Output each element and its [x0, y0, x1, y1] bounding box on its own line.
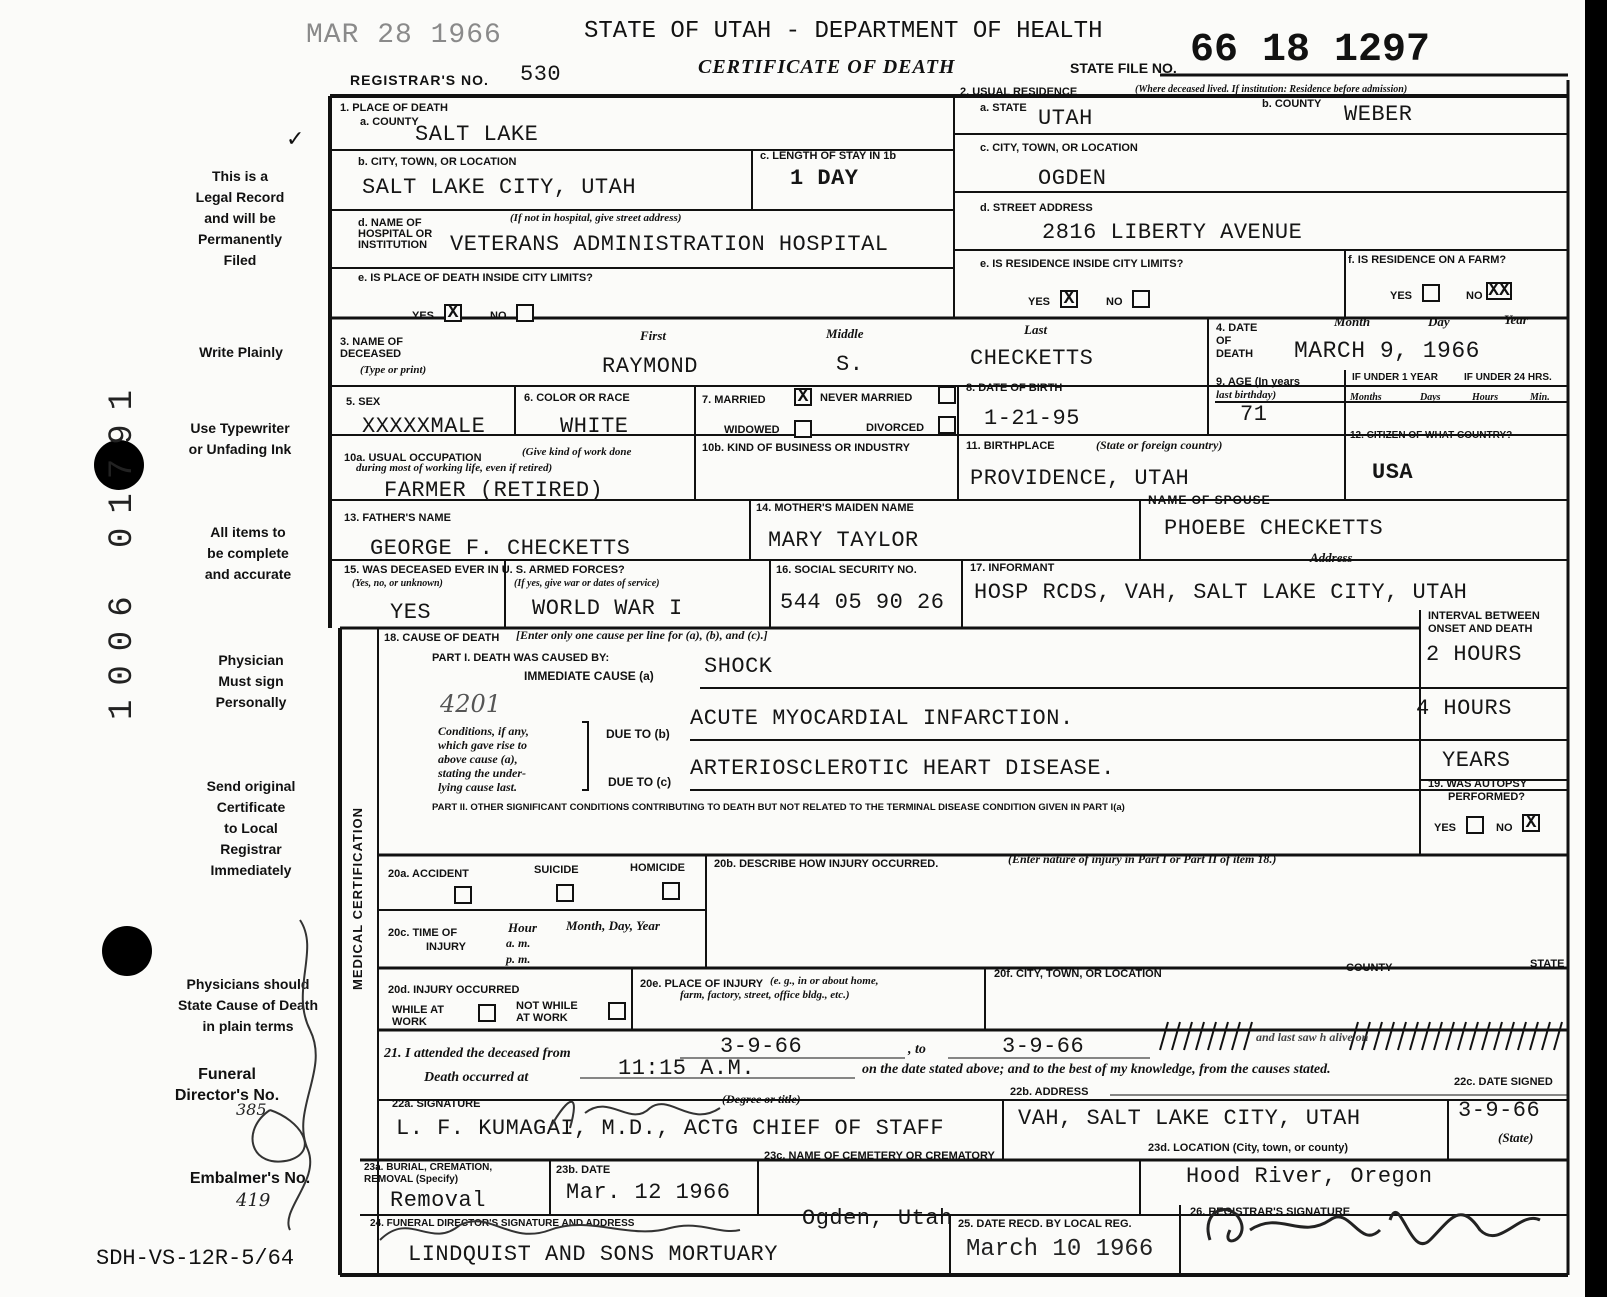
physician-address-label: 22b. ADDRESS — [1010, 1086, 1089, 1098]
burial-date: Mar. 12 1966 — [566, 1180, 731, 1205]
hour-label: Hour — [508, 920, 537, 935]
part1-label: PART I. DEATH WAS CAUSED BY: — [432, 652, 610, 664]
res-street: 2816 LIBERTY AVENUE — [1042, 220, 1303, 245]
farm-no-box[interactable]: XX — [1486, 282, 1512, 300]
state-file-label: STATE FILE NO. — [1070, 60, 1177, 76]
attended-to: 3-9-66 — [1002, 1034, 1085, 1059]
occupation-value: FARMER (RETIRED) — [384, 478, 604, 503]
burial-location: Hood River, Oregon — [1186, 1164, 1433, 1189]
vertical-number: 1006 01791 — [104, 375, 142, 720]
attended-label: 21. I attended the deceased from — [384, 1046, 571, 1061]
middle-initial: S. — [836, 352, 864, 377]
married-box[interactable]: X — [794, 388, 812, 406]
am-label: a. m. — [506, 936, 531, 950]
residence-label: 2. USUAL RESIDENCE — [960, 86, 1078, 98]
length-of-stay: 1 DAY — [790, 166, 859, 191]
res-city-label: c. CITY, TOWN, OR LOCATION — [980, 142, 1138, 154]
homicide-label: HOMICIDE — [630, 862, 685, 874]
farm-label: f. IS RESIDENCE ON A FARM? — [1348, 254, 1507, 266]
inside-yes-box[interactable]: X — [444, 304, 462, 322]
deceased-name-label: 3. NAME OF DECEASED — [340, 336, 403, 360]
never-married-label: NEVER MARRIED — [820, 392, 913, 404]
time-injury-label: 20c. TIME OF INJURY — [388, 927, 466, 953]
date-signed-label: 22c. DATE SIGNED — [1454, 1076, 1553, 1088]
sidebar-write: Write Plainly — [199, 344, 283, 360]
res-street-label: d. STREET ADDRESS — [980, 202, 1093, 214]
armed-note-1: (Yes, no, or unknown) — [352, 578, 443, 589]
cause-label: 18. CAUSE OF DEATH — [384, 632, 500, 644]
last-saw-label: and last saw h alive on — [1256, 1030, 1369, 1044]
inside-city-label: e. IS PLACE OF DEATH INSIDE CITY LIMITS? — [358, 272, 593, 284]
interval-label: INTERVAL BETWEEN ONSET AND DEATH — [1428, 610, 1540, 635]
sidebar-send: Send original Certificate to Local Registrar Immediately — [206, 778, 296, 878]
injury-county-label: COUNTY — [1346, 962, 1393, 974]
never-married-box[interactable] — [938, 386, 956, 404]
injury-city-label: 20f. CITY, TOWN, OR LOCATION — [994, 968, 1162, 980]
residence-note: (Where deceased lived. If institution: Residence before admission) — [1135, 84, 1408, 95]
county-label: a. COUNTY — [360, 116, 419, 128]
farm-no-label: NO — [1466, 290, 1483, 302]
hospital-label: d. NAME OF HOSPITAL OR INSTITUTION — [358, 217, 433, 251]
occupation-label: 10a. USUAL OCCUPATION — [344, 452, 482, 464]
widowed-label: WIDOWED — [724, 424, 780, 436]
registrar-sig-label: 26. REGISTRAR'S SIGNATURE — [1190, 1206, 1351, 1218]
date-of-death-label: 4. DATE OF DEATH — [1216, 322, 1258, 360]
father-label: 13. FATHER'S NAME — [344, 512, 451, 524]
due-b-label: DUE TO (b) — [606, 727, 670, 741]
birthplace-note: (State or foreign country) — [1096, 438, 1223, 452]
while-work-box[interactable] — [478, 1004, 496, 1022]
city-label: b. CITY, TOWN, OR LOCATION — [358, 156, 517, 168]
res-state: UTAH — [1038, 106, 1093, 131]
form-number: SDH-VS-12R-5/64 — [96, 1246, 295, 1271]
describe-label: 20b. DESCRIBE HOW INJURY OCCURRED. — [714, 858, 939, 870]
farm-yes-label: YES — [1390, 290, 1413, 302]
location-state-label: (State) — [1498, 1130, 1534, 1145]
married-label: 7. MARRIED — [702, 394, 766, 406]
res-yes-label: YES — [1028, 296, 1051, 308]
cause-note: [Enter only one cause per line for (a), (b), and (c).] — [516, 628, 768, 642]
mdy-label: Month, Day, Year — [566, 918, 660, 933]
occupation-note-2: during most of working life, even if retired) — [356, 462, 553, 474]
sidebar-legal: This is a Legal Record and will be Permanently Filed — [195, 168, 285, 268]
recd-label: 25. DATE RECD. BY LOCAL REG. — [958, 1218, 1132, 1230]
occurred-tail: on the date stated above; and to the best of my knowledge, from the causes stated. — [862, 1062, 1331, 1077]
res-inside-no-box[interactable] — [1132, 290, 1150, 308]
degree-label: (Degree or title) — [722, 1092, 801, 1106]
state-file-no: 66 18 1297 — [1190, 28, 1431, 73]
director-label: 24. FUNERAL DIRECTOR'S SIGNATURE AND ADDRESS — [370, 1218, 635, 1229]
spouse-label: NAME OF SPOUSE — [1148, 493, 1271, 507]
day-label: Day — [1428, 314, 1450, 329]
under-year-label: IF UNDER 1 YEAR — [1352, 372, 1438, 383]
accident-label: 20a. ACCIDENT — [388, 868, 469, 880]
accident-box[interactable] — [454, 886, 472, 904]
age-value: 71 — [1240, 402, 1268, 427]
location-label: 23d. LOCATION (City, town, or county) — [1148, 1142, 1349, 1154]
spouse-name: PHOEBE CHECKETTS — [1164, 516, 1384, 541]
informant-label: 17. INFORMANT — [970, 562, 1055, 574]
divorced-label: DIVORCED — [866, 422, 925, 434]
first-name: RAYMOND — [602, 354, 698, 379]
res-city: OGDEN — [1038, 166, 1107, 191]
middle-label: Middle — [826, 326, 864, 341]
burial-value: Removal — [390, 1188, 486, 1213]
certificate-title: CERTIFICATE OF DEATH — [698, 56, 956, 78]
received-stamp: MAR 28 1966 — [306, 20, 502, 51]
interval-b: 4 HOURS — [1416, 696, 1512, 721]
min-label: Min. — [1530, 392, 1550, 403]
mother-label: 14. MOTHER'S MAIDEN NAME — [756, 502, 914, 514]
date-of-death: MARCH 9, 1966 — [1294, 338, 1480, 364]
autopsy-yes-box[interactable] — [1466, 816, 1484, 834]
sidebar-funeral: Funeral Director's No. — [174, 1066, 280, 1104]
hospital-name: VETERANS ADMINISTRATION HOSPITAL — [450, 232, 889, 257]
cause-code: 4201 — [440, 690, 502, 718]
res-state-label: a. STATE — [980, 102, 1027, 114]
birthplace-value: PROVIDENCE, UTAH — [970, 466, 1190, 491]
suicide-label: SUICIDE — [534, 864, 579, 876]
signature-label: 22a. SIGNATURE — [392, 1098, 481, 1110]
cause-b: ACUTE MYOCARDIAL INFARCTION. — [690, 706, 1074, 731]
autopsy-yes-label: YES — [1434, 822, 1457, 834]
days-label: Days — [1420, 392, 1441, 403]
physician-signature: L. F. KUMAGAI, M.D., ACTG CHIEF OF STAFF — [396, 1116, 945, 1141]
occurred-at-label: Death occurred at — [424, 1070, 529, 1085]
punch-hole-bottom — [102, 926, 152, 976]
interval-a: 2 HOURS — [1426, 642, 1522, 667]
age-label: 9. AGE (In years last birthday) — [1216, 376, 1300, 401]
interval-c: YEARS — [1442, 748, 1511, 773]
burial-date-label: 23b. DATE — [556, 1164, 611, 1176]
immediate-label: IMMEDIATE CAUSE (a) — [524, 669, 654, 683]
first-label: First — [640, 328, 667, 343]
res-county: WEBER — [1344, 102, 1413, 127]
cause-c: ARTERIOSCLEROTIC HEART DISEASE. — [690, 756, 1115, 781]
director-handwritten-signature — [370, 1210, 750, 1250]
hospital-note: (If not in hospital, give street address) — [510, 212, 682, 224]
funeral-no: 385 — [236, 1100, 267, 1119]
registrar-label: REGISTRAR'S NO. — [350, 72, 489, 88]
res-inside-yes-box[interactable]: X — [1060, 290, 1078, 308]
ssn-value: 544 05 90 26 — [780, 590, 945, 615]
registrar-no: 530 — [520, 62, 562, 87]
war-value: WORLD WAR I — [532, 596, 683, 621]
armed-note-2: (If yes, give war or dates of service) — [514, 578, 660, 589]
farm-yes-box[interactable] — [1422, 284, 1440, 302]
res-inside-label: e. IS RESIDENCE INSIDE CITY LIMITS? — [980, 258, 1184, 270]
check-mark: ✓ — [286, 126, 305, 151]
sidebar-items: All items to be complete and accurate — [204, 524, 292, 582]
left-scribble-signature — [230, 910, 350, 1240]
dob-label: 8. DATE OF BIRTH — [966, 382, 1063, 394]
embalmer-no: 419 — [236, 1190, 271, 1211]
injury-state-label: STATE — [1530, 958, 1565, 970]
last-name: CHECKETTS — [970, 346, 1094, 371]
death-city: SALT LAKE CITY, UTAH — [362, 175, 637, 200]
place-injury-note: (e. g., in or about home, farm, factory, street, office bldg., etc.) — [680, 975, 879, 1001]
widowed-box[interactable] — [794, 420, 812, 438]
medical-cert-label: MEDICAL CERTIFICATION — [350, 806, 365, 990]
mother-name: MARY TAYLOR — [768, 528, 919, 553]
not-while-label: NOT WHILE AT WORK — [516, 1000, 578, 1024]
describe-note: (Enter nature of injury in Part I or Part II of item 18.) — [1008, 852, 1277, 866]
month-label: Month — [1334, 314, 1371, 329]
citizen-label: 12. CITIZEN OF WHAT COUNTRY? — [1350, 430, 1513, 441]
death-time: 11:15 A.M. — [618, 1056, 756, 1081]
months-label: Months — [1350, 392, 1382, 403]
while-work-label: WHILE AT WORK — [392, 1004, 444, 1028]
homicide-box[interactable] — [662, 882, 680, 900]
yes-label: YES — [412, 310, 435, 322]
due-c-label: DUE TO (c) — [608, 775, 672, 789]
armed-value: YES — [390, 600, 432, 625]
hours-label: Hours — [1472, 392, 1499, 403]
last-label: Last — [1024, 322, 1048, 337]
race-label: 6. COLOR OR RACE — [524, 392, 630, 404]
part2-label: PART II. OTHER SIGNIFICANT CONDITIONS CONTRIBUTING TO DEATH BUT NOT RELATED TO THE TERMINAL DISEASE CONDITION GIVEN IN PART I(a) — [432, 802, 1125, 813]
sidebar-embalmer: Embalmer's No. — [189, 1170, 311, 1187]
immediate-cause: SHOCK — [704, 654, 773, 679]
sidebar-physicians-should: Physicians should State Cause of Death in plain terms — [177, 976, 319, 1034]
cemetery-label: 23c. NAME OF CEMETERY OR CREMATORY — [764, 1150, 995, 1162]
to-label: , to — [908, 1042, 926, 1057]
director-value: LINDQUIST AND SONS MORTUARY — [408, 1242, 778, 1267]
death-county: SALT LAKE — [415, 122, 539, 147]
res-no-label: NO — [1106, 296, 1123, 308]
armed-forces-label: 15. WAS DECEASED EVER IN U. S. ARMED FORCES? — [344, 564, 625, 576]
state-dept-title: STATE OF UTAH - DEPARTMENT OF HEALTH — [584, 18, 1103, 45]
suicide-box[interactable] — [556, 884, 574, 902]
birthplace-label: 11. BIRTHPLACE — [966, 440, 1055, 452]
place-of-death-label: 1. PLACE OF DEATH — [340, 102, 448, 114]
sidebar-typewriter: Use Typewriter or Unfading Ink — [188, 420, 292, 457]
ssn-label: 16. SOCIAL SECURITY NO. — [776, 564, 917, 576]
burial-label: 23a. BURIAL, CREMATION, REMOVAL (Specify) — [364, 1162, 493, 1185]
business-label: 10b. KIND OF BUSINESS OR INDUSTRY — [702, 442, 911, 454]
race-value: WHITE — [560, 414, 629, 439]
autopsy-label: 19. WAS AUTOPSY PERFORMED? — [1428, 778, 1528, 803]
stay-label: c. LENGTH OF STAY IN 1b — [760, 150, 897, 162]
inside-no-box[interactable] — [516, 304, 534, 322]
attended-from: 3-9-66 — [720, 1034, 803, 1059]
occurred-label: 20d. INJURY OCCURRED — [388, 984, 520, 996]
date-signed: 3-9-66 — [1458, 1098, 1541, 1123]
sex-label: 5. SEX — [346, 396, 381, 408]
informant-address-label: Address — [1310, 550, 1353, 565]
type-note: (Type or print) — [360, 364, 427, 376]
divorced-box[interactable] — [938, 416, 956, 434]
sex-value: XXXXXMALE — [362, 414, 486, 439]
autopsy-no-label: NO — [1496, 822, 1513, 834]
under-24-label: IF UNDER 24 HRS. — [1464, 372, 1552, 383]
no-label: NO — [490, 310, 507, 322]
place-injury-label: 20e. PLACE OF INJURY — [640, 978, 764, 990]
not-while-box[interactable] — [608, 1002, 626, 1020]
citizen-value: USA — [1372, 460, 1414, 485]
recd-date: March 10 1966 — [966, 1236, 1154, 1263]
year-label: Year — [1504, 312, 1528, 327]
date-of-birth: 1-21-95 — [984, 406, 1080, 431]
informant-value: HOSP RCDS, VAH, SALT LAKE CITY, UTAH — [974, 580, 1468, 605]
conditions-note: Conditions, if any, which gave rise to above cause (a), stating the under- lying cause last. — [438, 724, 529, 794]
director-city: Ogden, Utah — [802, 1206, 953, 1231]
registrar-handwritten-signature — [1190, 1180, 1560, 1270]
physician-address: VAH, SALT LAKE CITY, UTAH — [1018, 1106, 1361, 1131]
autopsy-no-box[interactable]: X — [1522, 814, 1540, 832]
pm-label: p. m. — [506, 952, 531, 966]
sidebar-physician: Physician Must sign Personally — [215, 652, 287, 710]
physician-handwritten-signature — [540, 1088, 740, 1138]
res-county-label: b. COUNTY — [1262, 98, 1322, 110]
father-name: GEORGE F. CHECKETTS — [370, 536, 631, 561]
occupation-note: (Give kind of work done — [522, 446, 632, 458]
